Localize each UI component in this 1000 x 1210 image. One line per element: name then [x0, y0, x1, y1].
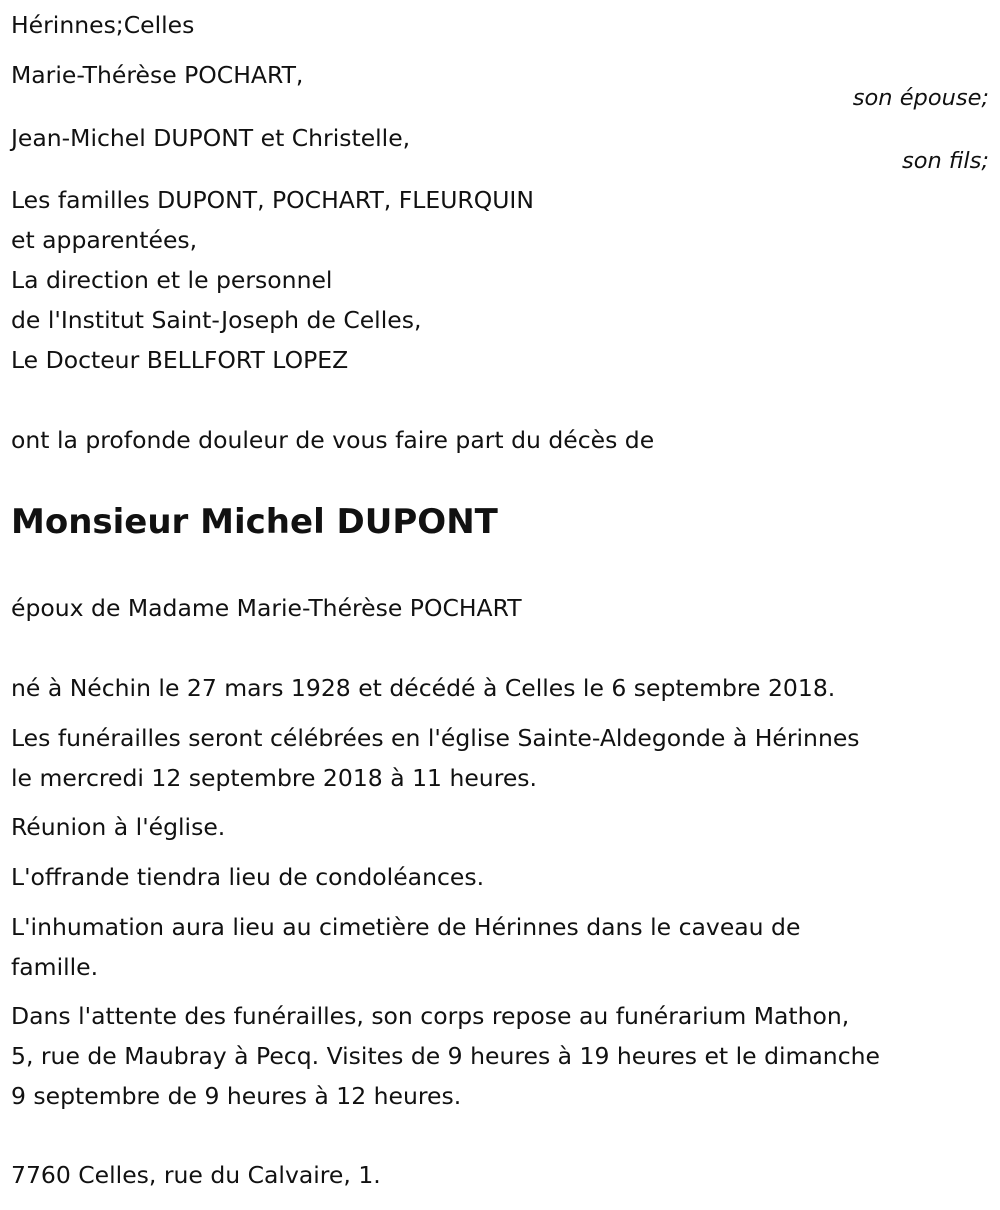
burial-line: famille.: [11, 953, 99, 981]
funeral-line: Les funérailles seront célébrées en l'église Sainte-Aldegonde à Hérinnes: [11, 724, 860, 752]
spouse-role: son épouse;: [852, 85, 989, 111]
birth-death-text: né à Néchin le 27 mars 1928 et décédé à Celles le 6 septembre 2018.: [11, 674, 836, 702]
obituary-notice: [11, 0, 989, 1210]
son-name: Jean-Michel DUPONT et Christelle,: [11, 124, 411, 152]
deceased-name: Monsieur Michel DUPONT: [11, 502, 498, 542]
location-heading: Hérinnes;Celles: [11, 11, 195, 39]
address-text: 7760 Celles, rue du Calvaire, 1.: [11, 1161, 381, 1189]
spouse-of-text: époux de Madame Marie-Thérèse POCHART: [11, 594, 522, 622]
funeral-line: le mercredi 12 septembre 2018 à 11 heures.: [11, 764, 538, 792]
visits-line: 9 septembre de 9 heures à 12 heures.: [11, 1082, 462, 1110]
burial-line: L'inhumation aura lieu au cimetière de Hérinnes dans le caveau de: [11, 913, 801, 941]
offering-text: L'offrande tiendra lieu de condoléances.: [11, 863, 485, 891]
meeting-text: Réunion à l'église.: [11, 813, 226, 841]
visits-line: Dans l'attente des funérailles, son corps repose au funérarium Mathon,: [11, 1002, 850, 1030]
family-line: Le Docteur BELLFORT LOPEZ: [11, 346, 349, 374]
family-line: La direction et le personnel: [11, 266, 333, 294]
son-role: son fils;: [902, 148, 989, 174]
family-line: Les familles DUPONT, POCHART, FLEURQUIN: [11, 186, 534, 214]
announcement-text: ont la profonde douleur de vous faire part du décès de: [11, 426, 655, 454]
family-line: et apparentées,: [11, 226, 198, 254]
visits-line: 5, rue de Maubray à Pecq. Visites de 9 heures à 19 heures et le dimanche: [11, 1042, 880, 1070]
family-line: de l'Institut Saint-Joseph de Celles,: [11, 306, 422, 334]
spouse-name: Marie-Thérèse POCHART,: [11, 61, 304, 89]
